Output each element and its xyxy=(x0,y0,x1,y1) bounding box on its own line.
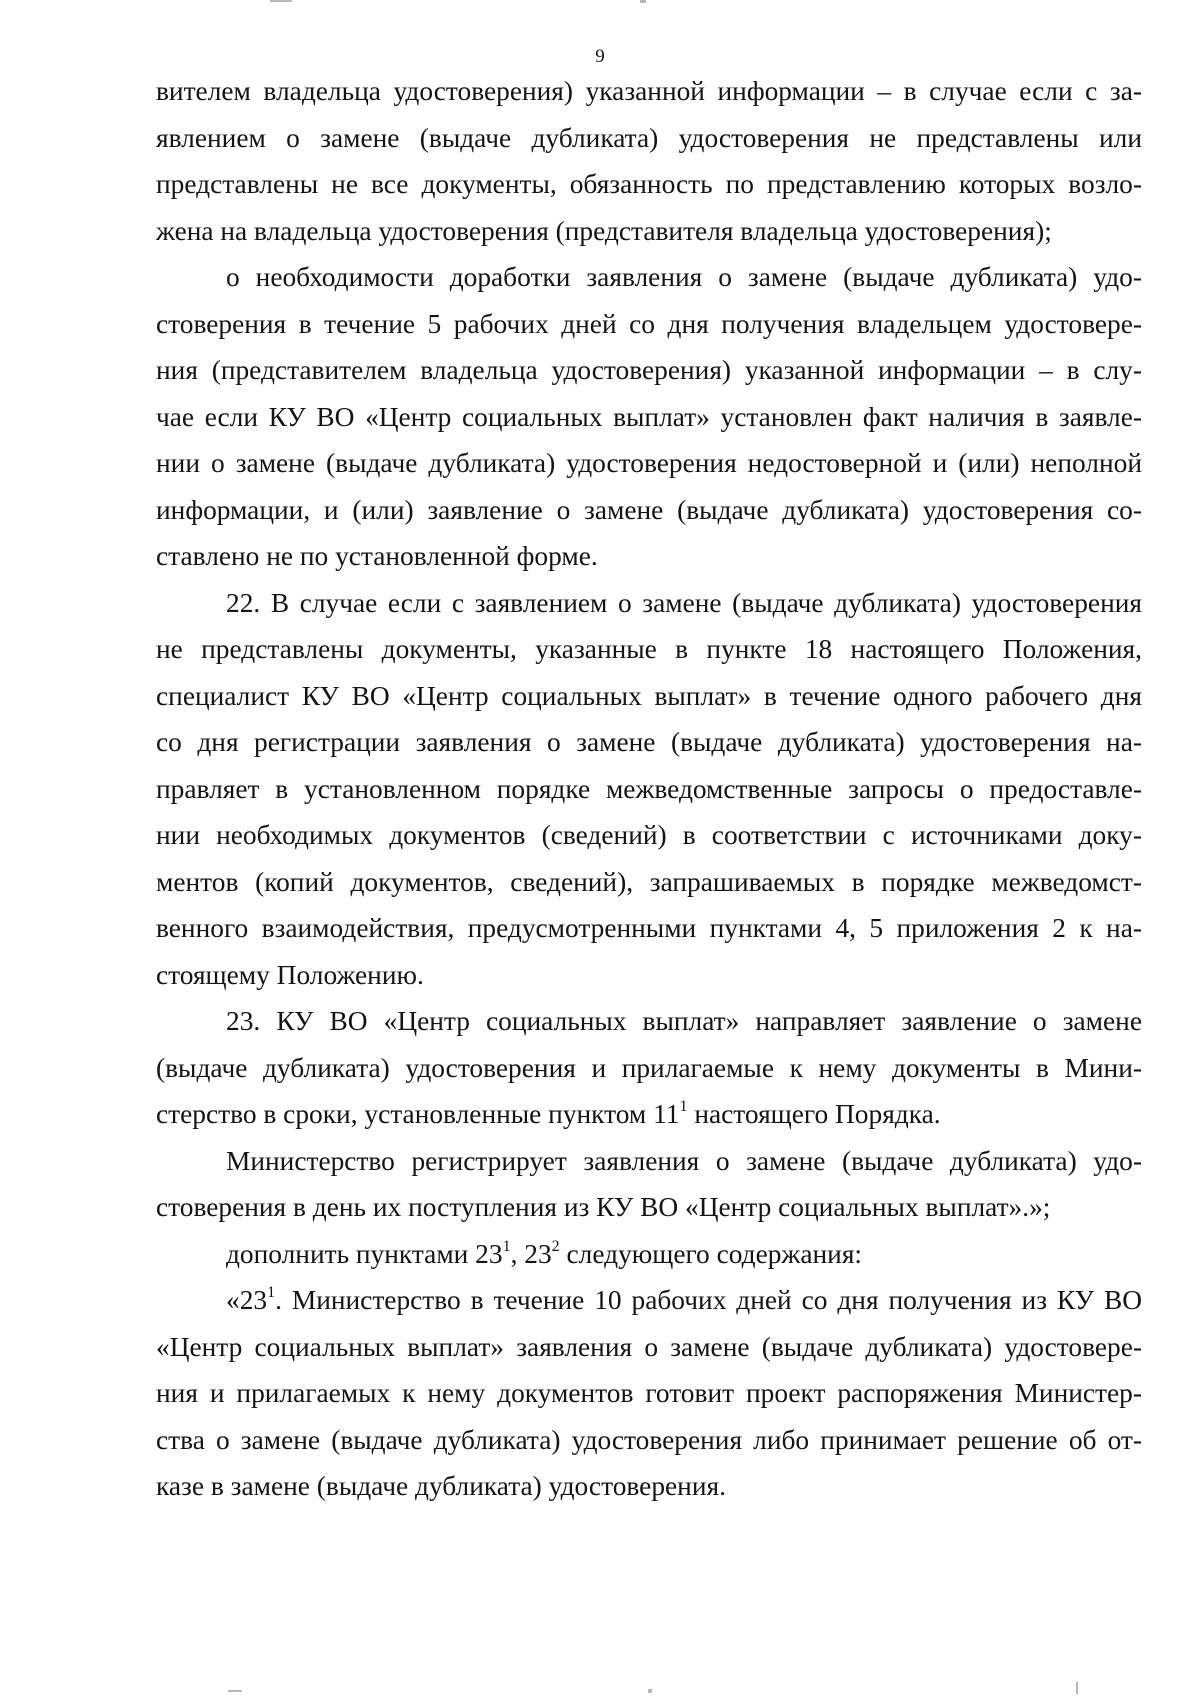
scan-artifact-bottom-left xyxy=(228,1690,242,1692)
superscript: 2 xyxy=(551,1237,560,1255)
paragraph-item-23-1 xyxy=(156,1277,1142,1510)
scan-artifact-bottom-mid xyxy=(648,1689,652,1693)
text-line: специалист КУ ВО «Центр социальных выплат» в течение одного рабочего дня xyxy=(156,680,1142,711)
paragraph-supplement-instruction xyxy=(156,1231,1142,1278)
text-fragment: следующего содержания: xyxy=(559,1238,863,1269)
superscript: 1 xyxy=(502,1237,511,1255)
text-line: вителем владельца удостоверения) указанной информации – в случае если с за- xyxy=(156,76,1142,106)
text-line: ния (представителем владельца удостоверения) указанной информации – в слу- xyxy=(156,355,1142,385)
text-line: ставлено не по установленной форме. xyxy=(156,541,598,571)
paragraph-item-23 xyxy=(156,998,1142,1138)
text-line: 22. В случае если с заявлением о замене (выдаче дубликата) удостоверения xyxy=(226,587,1142,618)
scan-artifact-top-right xyxy=(640,0,646,3)
text-fragment: настоящего Порядка. xyxy=(687,1099,941,1129)
text-line: со дня регистрации заявления о замене (выдаче дубликата) удостоверения на- xyxy=(156,727,1142,757)
scan-artifact-bottom-right xyxy=(1076,1682,1078,1694)
text-line: представлены не все документы, обязанность по представлению которых возло- xyxy=(156,169,1142,199)
paragraph-continuation xyxy=(156,68,1142,254)
text-fragment: «23 xyxy=(226,1285,268,1315)
text-fragment: . Министерство в течение 10 рабочих дней со дня получения из КУ ВО xyxy=(275,1285,1142,1315)
text-fragment: , 23 xyxy=(510,1238,552,1269)
superscript: 1 xyxy=(679,1098,688,1115)
text-line xyxy=(156,1231,1142,1278)
page-number: 9 xyxy=(595,46,605,67)
paragraph-ministry-registers xyxy=(156,1138,1142,1231)
text-line: «Центр социальных выплат» заявления о замене (выдаче дубликата) удостовере- xyxy=(156,1331,1142,1362)
text-line: (выдаче дубликата) удостоверения и прилагаемые к нему документы в Мини- xyxy=(156,1052,1142,1083)
text-line: нии о замене (выдаче дубликата) удостоверения недостоверной и (или) неполной xyxy=(156,448,1142,478)
text-line: нии необходимых документов (сведений) в соответствии с источниками доку- xyxy=(156,820,1142,850)
text-line: стоверения в день их поступления из КУ ВО «Центр социальных выплат».»; xyxy=(156,1192,1051,1222)
paragraph-item-22 xyxy=(156,580,1142,999)
text-line: стоверения в течение 5 рабочих дней со дня получения владельцем удостовере- xyxy=(156,308,1142,339)
text-fragment: дополнить пунктами 23 xyxy=(226,1238,503,1269)
text-line: явлением о замене (выдаче дубликата) удостоверения не представлены или xyxy=(156,122,1142,153)
text-line: венного взаимодействия, предусмотренными пунктами 4, 5 приложения 2 к на- xyxy=(156,913,1142,943)
text-line: жена на владельца удостоверения (представителя владельца удостоверения); xyxy=(156,215,1052,246)
superscript: 1 xyxy=(267,1284,276,1301)
text-line: стоящему Положению. xyxy=(156,959,424,990)
text-line xyxy=(156,1091,1142,1138)
text-line: 23. КУ ВО «Центр социальных выплат» направляет заявление о замене xyxy=(226,1006,1142,1036)
text-line: правляет в установленном порядке межведомственные запросы о предоставле- xyxy=(156,773,1142,804)
text-line: ментов (копий документов, сведений), запрашиваемых в порядке межведомст- xyxy=(156,866,1142,897)
text-fragment: стерство в сроки, установленные пунктом 11 xyxy=(156,1099,680,1129)
text-line: казе в замене (выдаче дубликата) удостоверения. xyxy=(156,1471,726,1501)
scan-artifact-top xyxy=(270,0,292,2)
text-line: ства о замене (выдаче дубликата) удостоверения либо принимает решение об от- xyxy=(156,1424,1142,1455)
text-line: чае если КУ ВО «Центр социальных выплат» установлен факт наличия в заявле- xyxy=(156,401,1142,432)
document-body xyxy=(156,68,1142,1510)
text-line: о необходимости доработки заявления о замене (выдаче дубликата) удо- xyxy=(226,262,1142,292)
text-line: информации, и (или) заявление о замене (выдаче дубликата) удостоверения со- xyxy=(156,494,1142,525)
text-line xyxy=(156,1277,1142,1324)
text-line: не представлены документы, указанные в пункте 18 настоящего Положения, xyxy=(156,634,1142,664)
text-line: ния и прилагаемых к нему документов готовит проект распоряжения Министер- xyxy=(156,1378,1142,1408)
paragraph-revision-notice xyxy=(156,254,1142,580)
text-line: Министерство регистрирует заявления о замене (выдаче дубликата) удо- xyxy=(226,1145,1142,1176)
